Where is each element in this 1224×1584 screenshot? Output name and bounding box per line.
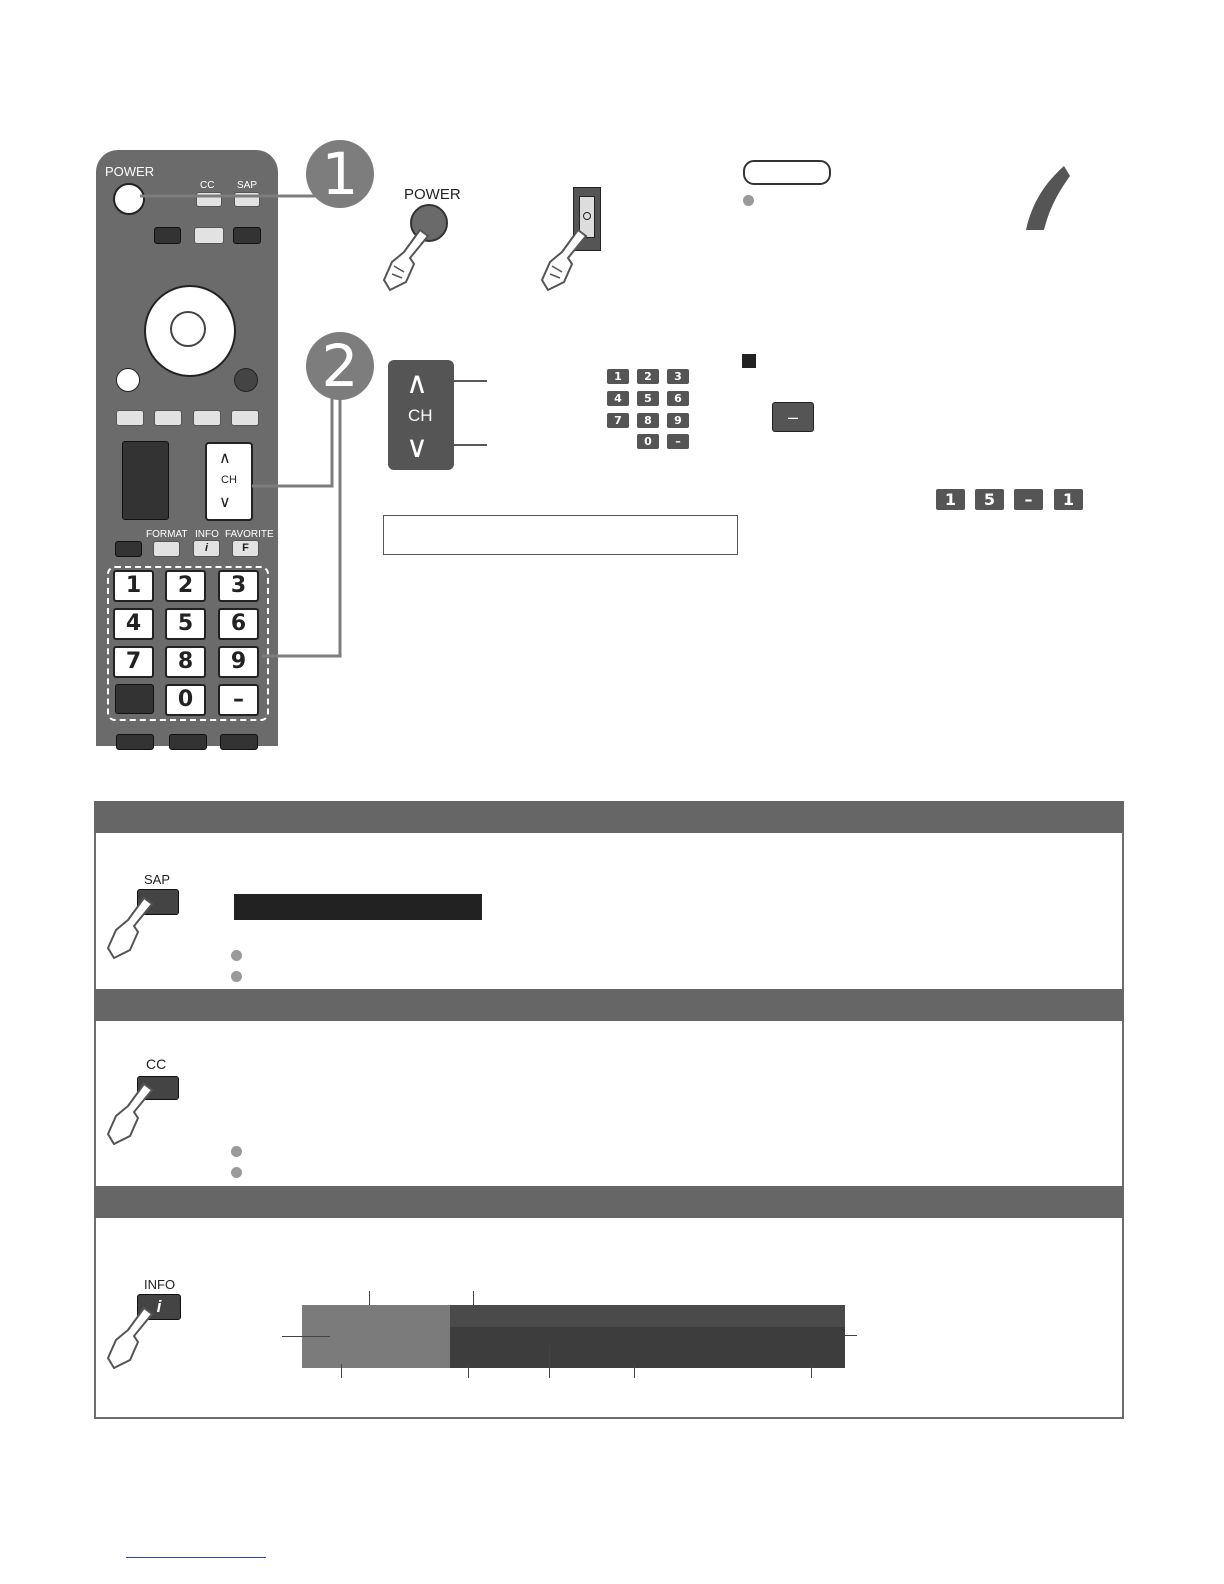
info-section-header — [94, 1186, 1124, 1218]
remote-cc-label: CC — [200, 180, 215, 191]
keypad-2: 2 — [637, 369, 659, 384]
note-box — [383, 515, 738, 555]
remote-key-4[interactable]: 4 — [113, 608, 154, 640]
example-key-1b: 1 — [1054, 489, 1083, 510]
remote-info-button[interactable]: i — [193, 540, 220, 557]
hand-pointer-icon — [104, 1300, 164, 1372]
remote-key-dash[interactable]: – — [218, 684, 259, 716]
keypad-8: 8 — [637, 413, 659, 428]
callout-line — [549, 1345, 550, 1378]
page-corner-tab — [1020, 166, 1070, 234]
remote-key-3[interactable]: 3 — [218, 570, 259, 602]
step1-power-label: POWER — [404, 186, 461, 203]
callout-line — [468, 1364, 469, 1378]
info-button-label: INFO — [144, 1277, 176, 1292]
remote-format-label: FORMAT — [146, 529, 188, 540]
callout-line — [369, 1291, 370, 1305]
keypad-7: 7 — [607, 413, 629, 428]
bullet — [231, 950, 242, 961]
cc-button-label: CC — [146, 1056, 167, 1072]
sap-button-label: SAP — [144, 872, 171, 887]
ch-down-icon: ∨ — [219, 494, 231, 511]
remote-key-7[interactable]: 7 — [113, 646, 154, 678]
remote-favorite-button[interactable]: F — [232, 540, 259, 557]
dash-key: – — [772, 402, 814, 432]
section-marker — [742, 354, 756, 368]
bullet — [231, 1146, 242, 1157]
keypad-4: 4 — [607, 391, 629, 406]
remote-key-0[interactable]: 0 — [165, 684, 206, 716]
ch-up-icon: ∧ — [406, 367, 428, 400]
bullet — [231, 971, 242, 982]
example-key-1: 1 — [936, 489, 965, 510]
remote-key-1[interactable]: 1 — [113, 570, 154, 602]
remote-key-2[interactable]: 2 — [165, 570, 206, 602]
cc-section-header — [94, 989, 1124, 1021]
footer-link-underline[interactable] — [126, 1557, 266, 1558]
remote-key-6[interactable]: 6 — [218, 608, 259, 640]
remote-power-label: POWER — [105, 164, 155, 179]
hand-pointer-icon — [380, 222, 440, 294]
info-banner-bottom — [450, 1327, 845, 1368]
keypad-3: 3 — [667, 369, 689, 384]
callout-line — [634, 1364, 635, 1378]
keypad-6: 6 — [667, 391, 689, 406]
callout-line — [341, 1364, 342, 1378]
info-button: i — [137, 1294, 181, 1320]
remote-key-8[interactable]: 8 — [165, 646, 206, 678]
example-key-5: 5 — [975, 489, 1004, 510]
sap-display-bar — [234, 894, 482, 920]
callout-line — [282, 1336, 330, 1337]
keypad-1: 1 — [607, 369, 629, 384]
note-bullet — [743, 195, 754, 206]
ch-label: CH — [408, 406, 433, 425]
keypad-9: 9 — [667, 413, 689, 428]
hand-pointer-icon — [104, 1076, 164, 1148]
example-key-dash: – — [1014, 489, 1043, 510]
info-banner-top — [450, 1305, 845, 1327]
callout-line — [811, 1364, 812, 1378]
sap-section-header — [94, 801, 1124, 833]
callout-line — [845, 1335, 857, 1336]
ch-down-icon: ∨ — [406, 431, 428, 464]
remote-info-label: INFO — [195, 529, 219, 540]
ch-rocker — [388, 360, 454, 470]
ch-up-icon: ∧ — [219, 450, 231, 467]
note-badge — [743, 160, 831, 185]
step-1-badge: 1 — [306, 140, 374, 208]
keypad-0: 0 — [637, 434, 659, 449]
bullet — [231, 1167, 242, 1178]
callout-line — [473, 1291, 474, 1305]
remote-ch-label: CH — [221, 474, 237, 486]
keypad-5: 5 — [637, 391, 659, 406]
remote-key-9[interactable]: 9 — [218, 646, 259, 678]
remote-sap-label: SAP — [237, 180, 258, 191]
step-2-badge: 2 — [306, 332, 374, 400]
remote-favorite-label: FAVORITE — [225, 529, 274, 540]
keypad-dash: – — [667, 434, 689, 449]
hand-pointer-icon — [104, 890, 164, 962]
hand-pointer-icon — [538, 222, 598, 294]
remote-key-5[interactable]: 5 — [165, 608, 206, 640]
